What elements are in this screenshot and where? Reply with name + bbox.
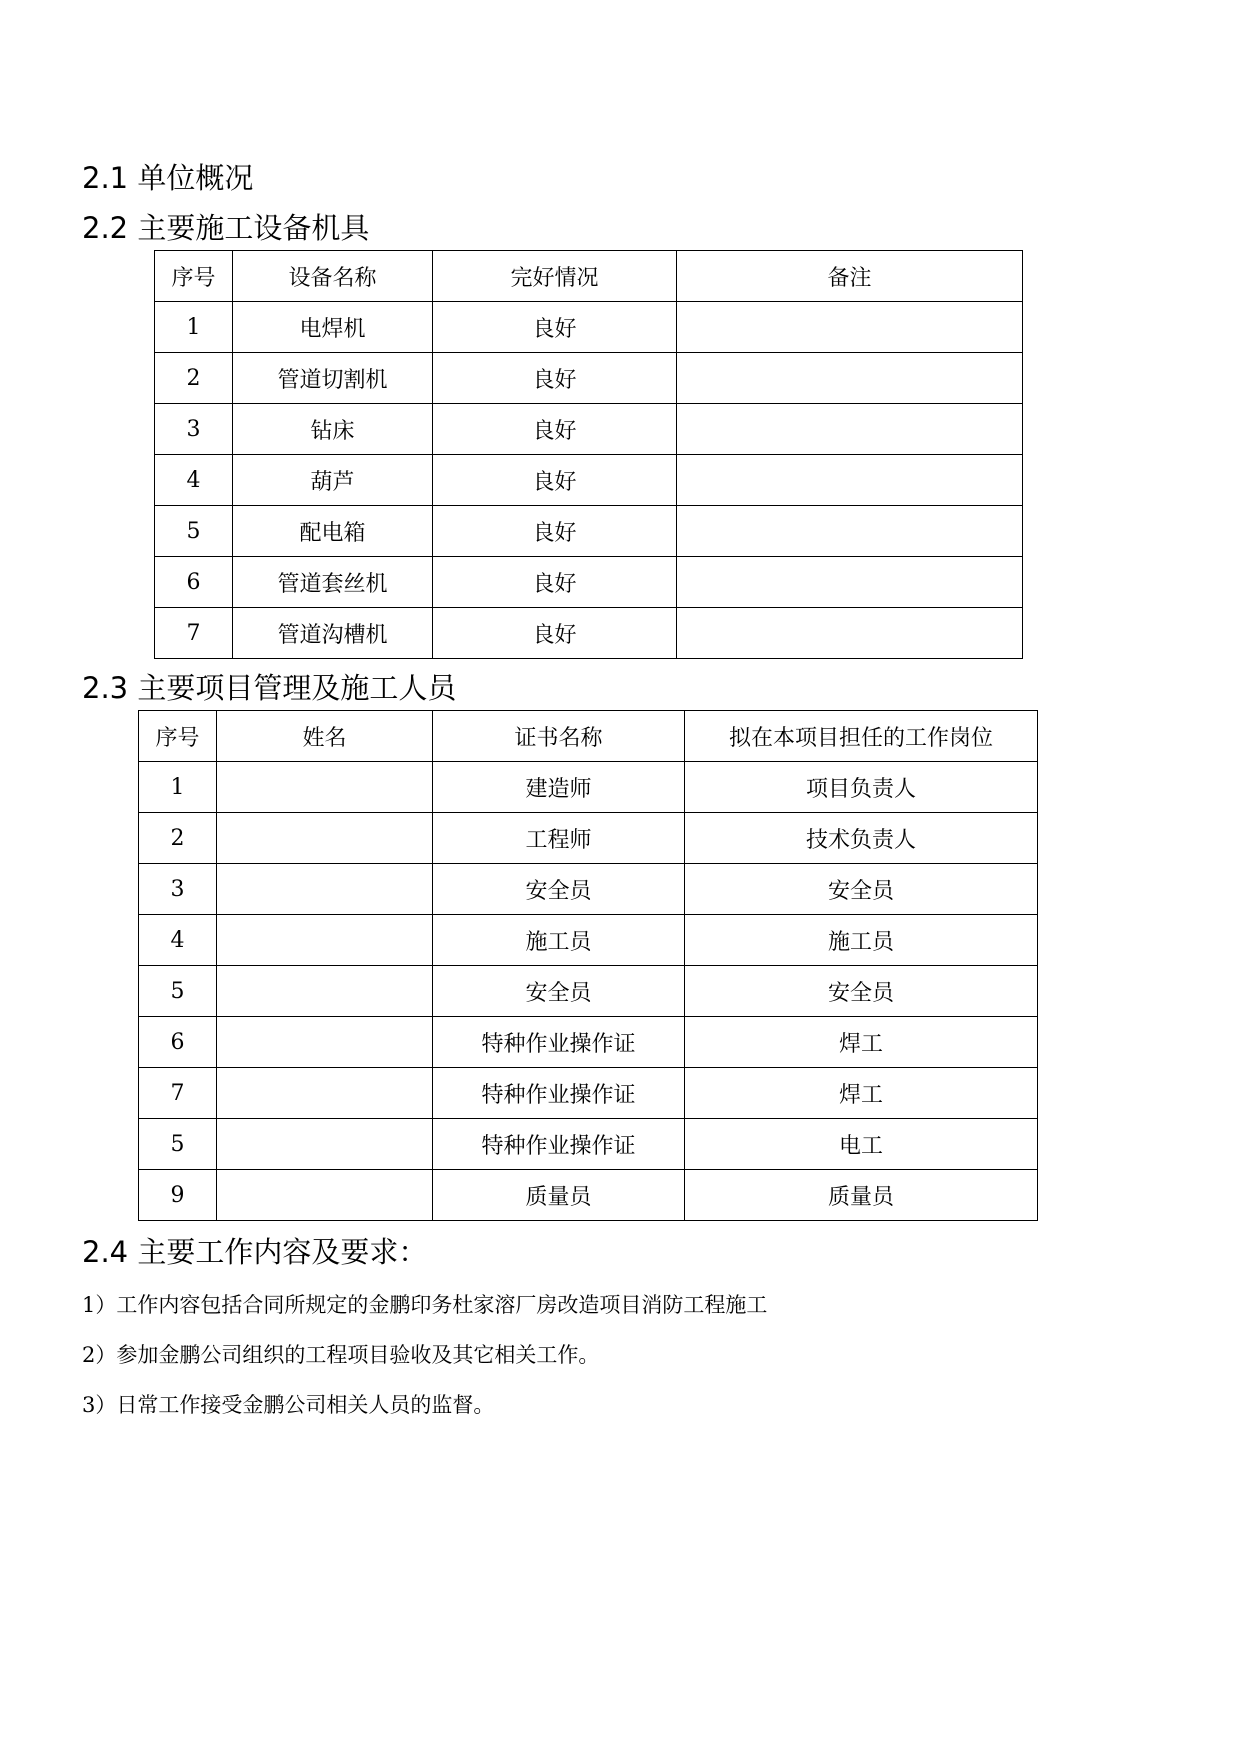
- table-row: [139, 915, 1038, 966]
- equipment-no: 1: [155, 302, 233, 353]
- table-row: [139, 1170, 1038, 1221]
- equipment-header-note: 备注: [677, 251, 1023, 302]
- personnel-table: [138, 710, 1038, 1221]
- equipment-note: [677, 557, 1023, 608]
- equipment-note: [677, 608, 1023, 659]
- personnel-name: [217, 915, 433, 966]
- equipment-no: 4: [155, 455, 233, 506]
- equipment-condition: 良好: [433, 302, 677, 353]
- table-row: [139, 762, 1038, 813]
- equipment-condition: 良好: [433, 608, 677, 659]
- equipment-condition: 良好: [433, 455, 677, 506]
- equipment-name: 配电箱: [233, 506, 433, 557]
- personnel-name: [217, 966, 433, 1017]
- personnel-name: [217, 813, 433, 864]
- personnel-header-name: 姓名: [217, 711, 433, 762]
- table-row: [155, 302, 1023, 353]
- equipment-no: 5: [155, 506, 233, 557]
- equipment-note: [677, 506, 1023, 557]
- equipment-header-no: 序号: [155, 251, 233, 302]
- personnel-name: [217, 1170, 433, 1221]
- table-row: [139, 1017, 1038, 1068]
- section-2-2-title: 2.2 主要施工设备机具: [82, 211, 370, 245]
- table-row: [139, 813, 1038, 864]
- personnel-role: 焊工: [685, 1017, 1038, 1068]
- personnel-no: 6: [139, 1017, 217, 1068]
- table-row: [139, 1068, 1038, 1119]
- personnel-role: 安全员: [685, 864, 1038, 915]
- personnel-role: 质量员: [685, 1170, 1038, 1221]
- table-row: [139, 1119, 1038, 1170]
- personnel-role: 技术负责人: [685, 813, 1038, 864]
- equipment-condition: 良好: [433, 404, 677, 455]
- equipment-name: 管道套丝机: [233, 557, 433, 608]
- personnel-name: [217, 1017, 433, 1068]
- equipment-name: 管道沟槽机: [233, 608, 433, 659]
- personnel-no: 3: [139, 864, 217, 915]
- personnel-name: [217, 1119, 433, 1170]
- section-2-3-title: 2.3 主要项目管理及施工人员: [82, 671, 457, 705]
- equipment-no: 7: [155, 608, 233, 659]
- personnel-cert: 安全员: [433, 864, 685, 915]
- equipment-name: 管道切割机: [233, 353, 433, 404]
- personnel-cert: 质量员: [433, 1170, 685, 1221]
- personnel-header-role: 拟在本项目担任的工作岗位: [685, 711, 1038, 762]
- equipment-name: 葫芦: [233, 455, 433, 506]
- personnel-name: [217, 864, 433, 915]
- personnel-cert: 安全员: [433, 966, 685, 1017]
- equipment-condition: 良好: [433, 353, 677, 404]
- table-row: [155, 353, 1023, 404]
- personnel-no: 9: [139, 1170, 217, 1221]
- personnel-header-row: [139, 711, 1038, 762]
- personnel-role: 电工: [685, 1119, 1038, 1170]
- table-row: [155, 557, 1023, 608]
- requirement-item-3: 3）日常工作接受金鹏公司相关人员的监督。: [82, 1393, 495, 1417]
- equipment-name: 电焊机: [233, 302, 433, 353]
- requirement-item-2: 2）参加金鹏公司组织的工程项目验收及其它相关工作。: [82, 1343, 600, 1367]
- equipment-header-name: 设备名称: [233, 251, 433, 302]
- equipment-note: [677, 302, 1023, 353]
- personnel-no: 5: [139, 1119, 217, 1170]
- personnel-role: 安全员: [685, 966, 1038, 1017]
- personnel-role: 施工员: [685, 915, 1038, 966]
- personnel-name: [217, 1068, 433, 1119]
- equipment-no: 3: [155, 404, 233, 455]
- equipment-condition: 良好: [433, 557, 677, 608]
- equipment-no: 6: [155, 557, 233, 608]
- equipment-header-condition: 完好情况: [433, 251, 677, 302]
- equipment-no: 2: [155, 353, 233, 404]
- personnel-header-cert: 证书名称: [433, 711, 685, 762]
- equipment-condition: 良好: [433, 506, 677, 557]
- equipment-table: [154, 250, 1023, 659]
- personnel-no: 7: [139, 1068, 217, 1119]
- personnel-cert: 特种作业操作证: [433, 1068, 685, 1119]
- equipment-note: [677, 353, 1023, 404]
- equipment-name: 钻床: [233, 404, 433, 455]
- table-row: [155, 455, 1023, 506]
- table-row: [155, 506, 1023, 557]
- personnel-no: 1: [139, 762, 217, 813]
- personnel-no: 2: [139, 813, 217, 864]
- table-row: [155, 608, 1023, 659]
- equipment-header-row: [155, 251, 1023, 302]
- personnel-role: 焊工: [685, 1068, 1038, 1119]
- table-row: [139, 966, 1038, 1017]
- personnel-no: 5: [139, 966, 217, 1017]
- personnel-cert: 特种作业操作证: [433, 1017, 685, 1068]
- personnel-header-no: 序号: [139, 711, 217, 762]
- section-2-1-title: 2.1 单位概况: [82, 161, 254, 195]
- section-2-4-title: 2.4 主要工作内容及要求：: [82, 1235, 428, 1269]
- personnel-cert: 工程师: [433, 813, 685, 864]
- personnel-no: 4: [139, 915, 217, 966]
- personnel-cert: 建造师: [433, 762, 685, 813]
- personnel-cert: 特种作业操作证: [433, 1119, 685, 1170]
- personnel-cert: 施工员: [433, 915, 685, 966]
- personnel-name: [217, 762, 433, 813]
- table-row: [139, 864, 1038, 915]
- personnel-role: 项目负责人: [685, 762, 1038, 813]
- table-row: [155, 404, 1023, 455]
- equipment-note: [677, 455, 1023, 506]
- requirement-item-1: 1）工作内容包括合同所规定的金鹏印务杜家溶厂房改造项目消防工程施工: [82, 1293, 768, 1317]
- equipment-note: [677, 404, 1023, 455]
